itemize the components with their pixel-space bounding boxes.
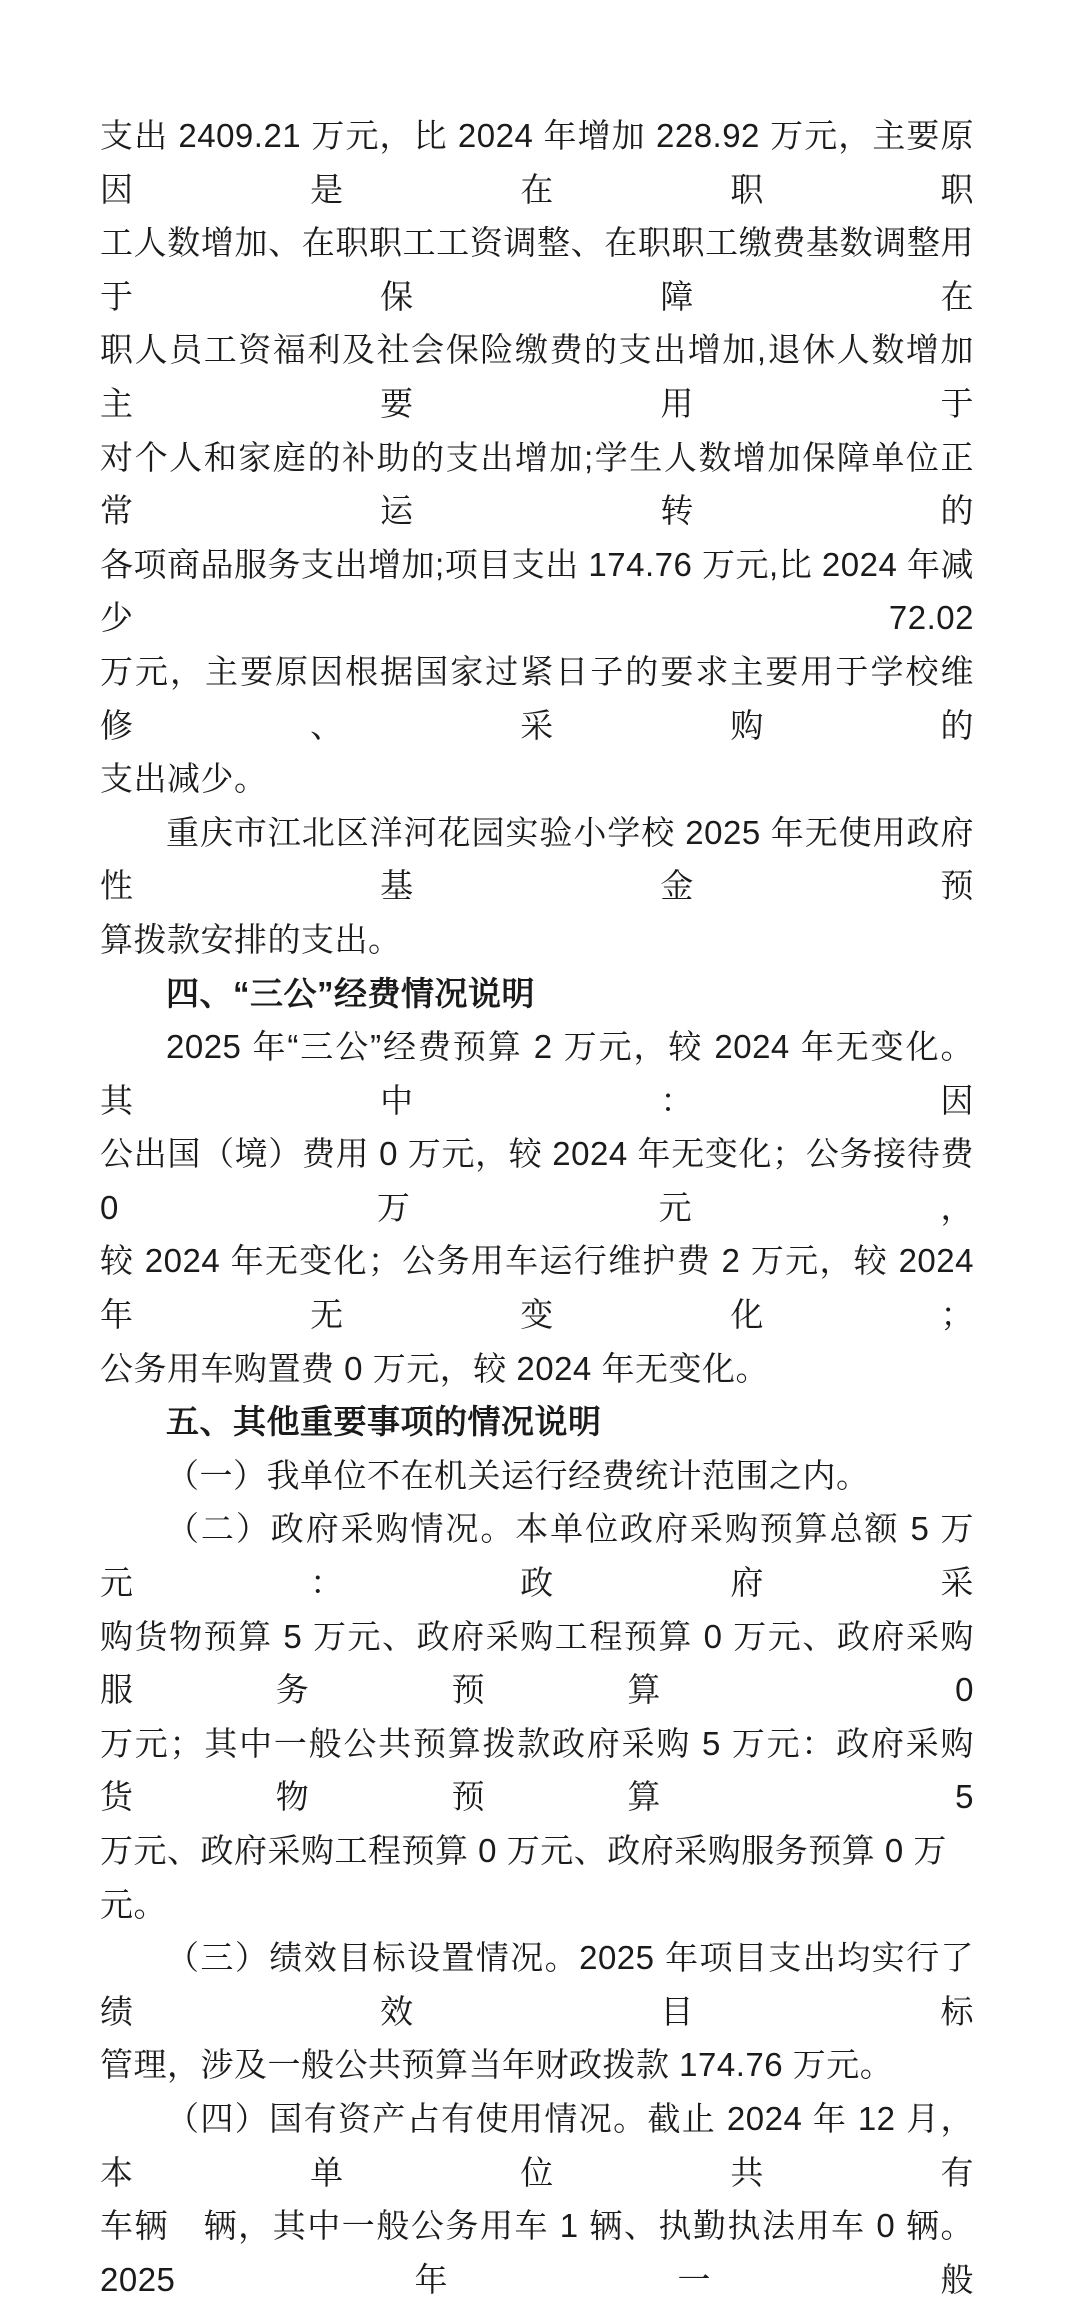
document-line-19: 万元；其中一般公共预算拨款政府采购 5 万元：政府采购货物预算 5 [100, 1724, 974, 1816]
document-line-12: 公出国（境）费用 0 万元，较 2024 年无变化；公务接待费 0 万元， [100, 1135, 974, 1226]
section-heading-four: 四、“三公”经费情况说明 [166, 974, 535, 1012]
document-line-9: 算拨款安排的支出。 [100, 920, 402, 958]
document-line-13: 较 2024 年无变化；公务用车运行维护费 2 万元，较 2024 年无变化； [100, 1242, 974, 1334]
document-line-3: 职人员工资福利及社会保险缴费的支出增加,退休人数增加主要用于 [100, 331, 974, 422]
document-line-5: 各项商品服务支出增加;项目支出 174.76 万元,比 2024 年减少 72.02 [100, 545, 974, 637]
document-line-14: 公务用车购置费 0 万元，较 2024 年无变化。 [100, 1349, 769, 1387]
document-line-16: （一）我单位不在机关运行经费统计范围之内。 [166, 1456, 870, 1494]
section-heading-five: 五、其他重要事项的情况说明 [166, 1403, 602, 1441]
document-line-22: 管理，涉及一般公共预算当年财政拨款 174.76 万元。 [100, 2046, 894, 2084]
document-line-17: （二）政府采购情况。本单位政府采购预算总额 5 万元：政府采 [100, 1510, 974, 1602]
document-line-11: 2025 年“三公”经费预算 2 万元，较 2024 年无变化。其中：因 [100, 1028, 974, 1119]
document-line-2: 工人数增加、在职职工工资调整、在职职工缴费基数调整用于保障在 [100, 224, 974, 315]
document-line-21: （三）绩效目标设置情况。2025 年项目支出均实行了绩效目标 [100, 1939, 974, 2030]
document-line-4: 对个人和家庭的补助的支出增加;学生人数增加保障单位正常运转的 [100, 438, 974, 530]
document-line-24: 车辆 辆，其中一般公务用车 1 辆、执勤执法用车 0 辆。2025 年一般 [100, 2207, 974, 2298]
document-line-7: 支出减少。 [100, 760, 268, 798]
document-line-20: 万元、政府采购工程预算 0 万元、政府采购服务预算 0 万元。 [100, 1832, 947, 1923]
document-line-1: 支出 2409.21 万元，比 2024 年增加 228.92 万元，主要原因是在职职 [100, 117, 974, 208]
document-line-23: （四）国有资产占有使用情况。截止 2024 年 12 月，本单位共有 [100, 2099, 974, 2191]
document-line-18: 购货物预算 5 万元、政府采购工程预算 0 万元、政府采购服务预算 0 [100, 1617, 974, 1709]
document-line-6: 万元，主要原因根据国家过紧日子的要求主要用于学校维修、采购的 [100, 652, 974, 744]
document-line-8: 重庆市江北区洋河花园实验小学校 2025 年无使用政府性基金预 [100, 813, 974, 905]
